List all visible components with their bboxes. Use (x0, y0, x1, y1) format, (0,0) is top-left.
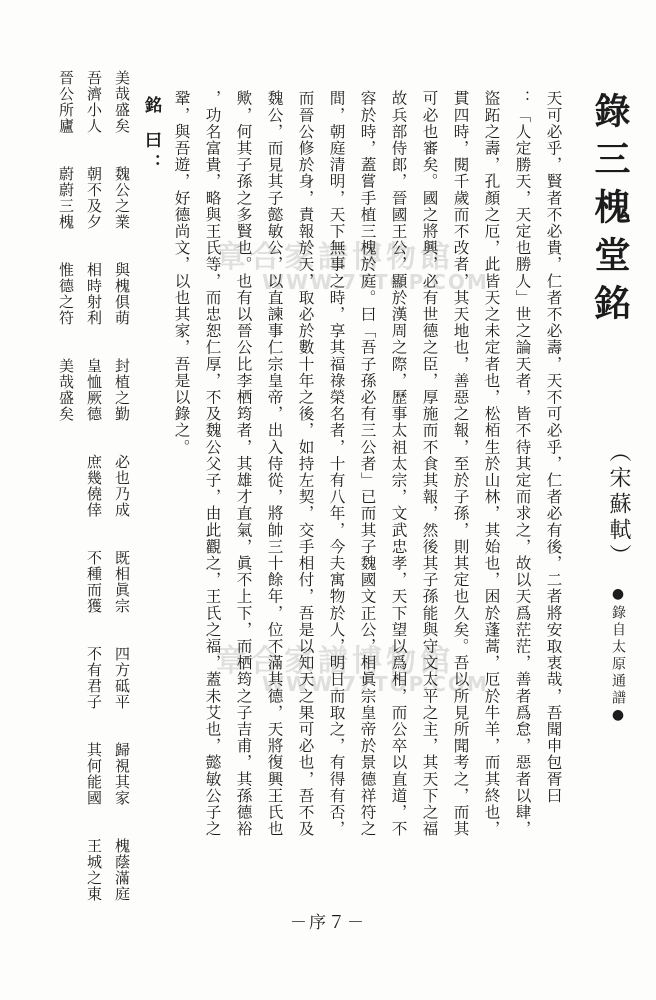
watermark-url: WWW.77TOP.COM (262, 672, 489, 696)
poem-phrase: 槐蔭滿庭 (113, 838, 131, 902)
poem-column (114, 70, 129, 934)
poem-column (86, 70, 101, 934)
watermark-text: 章合家譜博物館 (216, 240, 454, 275)
document-title: 錄三槐堂銘 (589, 92, 631, 332)
poem-phrase: 相時射利 (85, 262, 103, 326)
poem-phrase: 既相眞宗 (113, 550, 131, 614)
body-column: 容於時，蓋嘗手植三槐於庭。曰「吾子孫必有三公者」已而其子魏國文正公，相眞宗皇帝於景德祥符之 (358, 90, 377, 837)
poem-phrase: 其何能國 (85, 742, 103, 806)
poem-phrase: 與槐俱萌 (113, 262, 131, 326)
poem-phrase: 封植之勤 (113, 358, 131, 422)
body-column: 天可必乎，賢者不必貴，仁者不必壽，天不可必乎，仁者必有後，二者將安取衷哉，吾聞申包胥曰 (544, 90, 563, 804)
document-source: ●錄自太原通譜● (610, 586, 626, 726)
poem-phrase: 王城之東 (85, 838, 103, 902)
poem-phrase: 惟德之符 (57, 262, 75, 326)
body-column: 而晉公修於身，責報於天，取必於數十年之後，如持左契，交手相付，吾是以知天之果可必也，吾不及 (296, 90, 315, 837)
body-column: 鞏，與吾遊，好德尚文，以也其家，吾是以錄之。 (172, 90, 191, 456)
body-column: 盜跖之壽，孔顏之厄，此皆天之未定者也，松栢生於山林，其始也，困於蓬蒿，厄於牛羊，而其終也， (482, 90, 501, 837)
body-column: 魏公，而見其子懿敏公，以直諫事仁宗皇帝，出入侍從，將帥三十餘年，位不滿其德，天將復興王氏也 (265, 90, 284, 837)
body-column: 歟，何其子孫之多賢也。也有以晉公比李栖筠者，其雄才直氣，眞不上下，而栖筠之子吉甫，其孫德裕 (234, 90, 253, 837)
poem-phrase: 吾濟小人 (85, 70, 103, 134)
watermark-url: WWW.77TOP.COM (262, 270, 489, 294)
poem-phrase: 蔚蔚三槐 (57, 166, 75, 230)
poem-phrase: 魏公之業 (113, 166, 131, 230)
document-author: （宋蘇軾） (606, 440, 631, 570)
watermark-text: 章合家譜博物館 (216, 644, 454, 679)
body-column: 間，朝庭清明，天下無事之時，享其福祿榮名者，十有八年，今夫寓物於人，明日而取之，有得有否， (327, 90, 346, 837)
poem-heading: 銘 曰： (141, 96, 161, 177)
page-number: －序７－ (290, 913, 366, 933)
body-column: 貫四時，閱千歲而不改者，其天地也，善惡之報，至於子孫，則其定也久矣。吾以所見所聞考之，而其 (451, 90, 470, 837)
poem-phrase: 歸視其家 (113, 742, 131, 806)
body-column: 可必也審矣。國之將興，必有世德之臣，厚施而不食其報，然後其子孫能與守文太平之主，其天下之福 (420, 90, 439, 837)
body-column: 故兵部侍郎，晉國王公，顯於漢周之際，歷事太祖太宗，文武忠孝，天下望以爲相，而公卒以直道，不 (389, 90, 408, 837)
poem-phrase: 美哉盛矣 (57, 358, 75, 422)
poem-phrase: 必也乃成 (113, 454, 131, 518)
poem-phrase: 不有君子 (85, 646, 103, 710)
poem-phrase: 四方砥平 (113, 646, 131, 710)
poem-phrase: 美哉盛矣 (113, 70, 131, 134)
poem-phrase: 不種而獲 (85, 550, 103, 614)
poem-phrase: 皇恤厥德 (85, 358, 103, 422)
poem-column (58, 70, 73, 454)
body-column: ，功名富貴，略與王氏等，而忠恕仁厚，不及魏公父子，由此觀之，王氏之福，蓋未艾也，懿敏公子之 (203, 90, 222, 837)
poem-phrase: 晉公所廬 (57, 70, 75, 134)
body-column: ：「人定勝天，天定也勝人」世之論天者，皆不待其定而求之，故以天爲茫茫，善者爲怠，惡者以肆， (513, 90, 532, 837)
poem-phrase: 朝不及夕 (85, 166, 103, 230)
poem-phrase: 庶幾僥倖 (85, 454, 103, 518)
